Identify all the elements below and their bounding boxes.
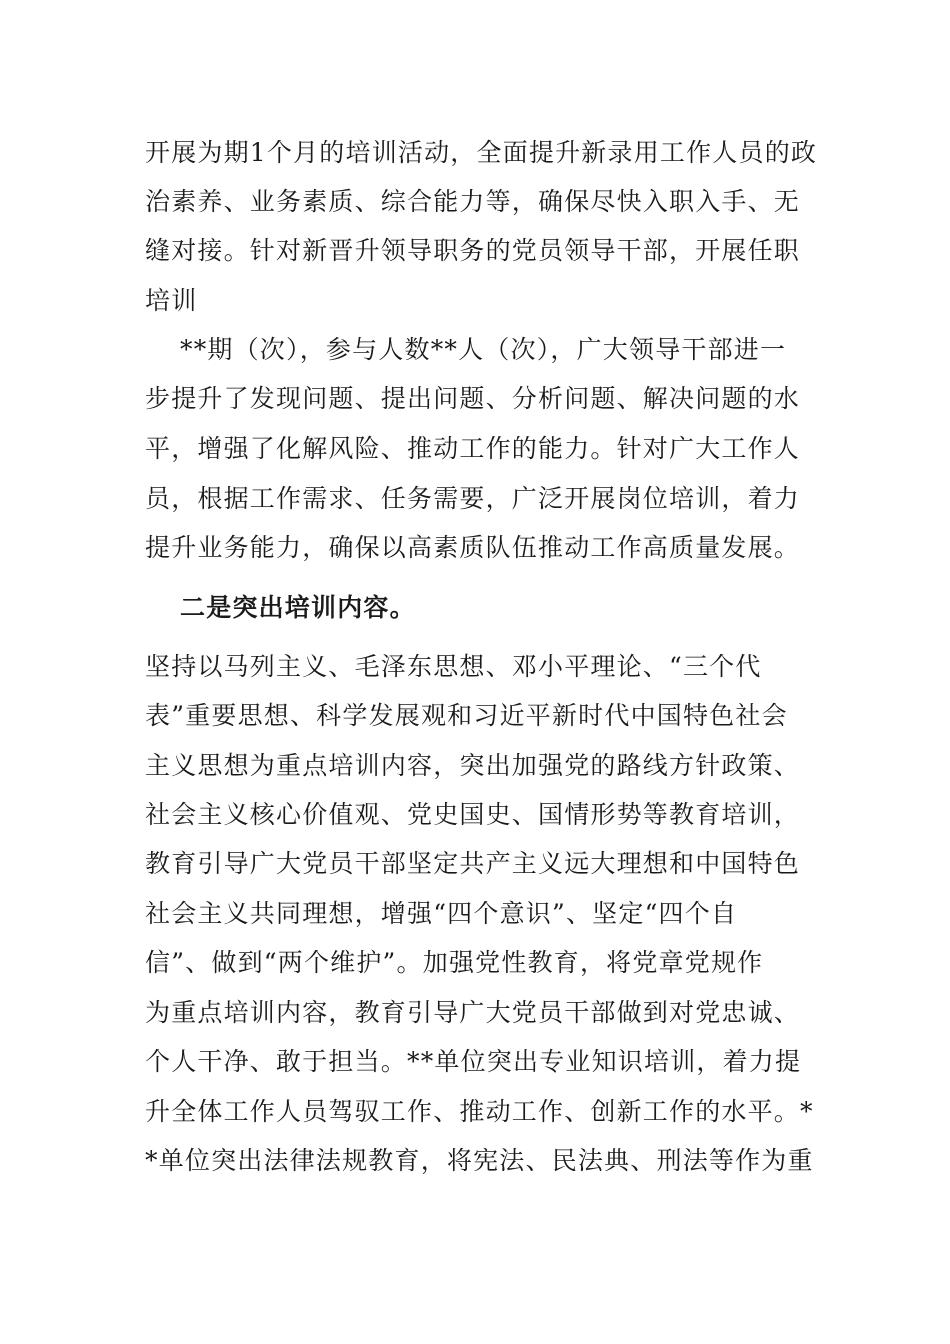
text-line-4: 培训 — [145, 286, 198, 315]
text-line-19: 个人干净、敢于担当。**单位突出专业知识培训，着力提 — [145, 1047, 802, 1076]
text-line-14: 社会主义核心价值观、党史国史、国情形势等教育培训， — [145, 800, 801, 829]
text-line-21: *单位突出法律法规教育，将宪法、民法典、刑法等作为重 — [145, 1146, 814, 1175]
text-line-12: 表”重要思想、科学发展观和习近平新时代中国特色社会 — [145, 701, 788, 730]
section-heading: 二是突出培训内容。 — [180, 593, 416, 622]
text-line-8: 员，根据工作需求、任务需要，广泛开展岗位培训，着力 — [145, 484, 801, 513]
text-line-5: **期（次），参与人数**人（次），广大领导干部进一 — [180, 335, 787, 364]
text-line-18: 为重点培训内容，教育引导广大党员干部做到对党忠诚、 — [145, 998, 801, 1027]
text-line-1: 开展为期1个月的培训活动，全面提升新录用工作人员的政 — [145, 138, 818, 167]
text-line-11: 坚持以马列主义、毛泽东思想、邓小平理论、“三个代 — [145, 652, 762, 681]
text-line-9: 提升业务能力，确保以高素质队伍推动工作高质量发展。 — [145, 533, 801, 562]
text-line-6: 步提升了发现问题、提出问题、分析问题、解决问题的水 — [145, 384, 801, 413]
text-line-3: 缝对接。针对新晋升领导职务的党员领导干部，开展任职 — [145, 236, 801, 265]
text-line-17: 信”、做到“两个维护”。加强党性教育，将党章党规作 — [145, 948, 764, 977]
text-line-20: 升全体工作人员驾驭工作、推动工作、创新工作的水平。* — [145, 1097, 814, 1126]
text-line-15: 教育引导广大党员干部坚定共产主义远大理想和中国特色 — [145, 849, 801, 878]
text-line-16: 社会主义共同理想，增强“四个意识”、坚定“四个自 — [145, 899, 738, 928]
text-line-13: 主义思想为重点培训内容，突出加强党的路线方针政策、 — [145, 751, 801, 780]
text-line-2: 治素养、业务素质、综合能力等，确保尽快入职入手、无 — [145, 187, 801, 216]
text-line-7: 平，增强了化解风险、推动工作的能力。针对广大工作人 — [145, 434, 801, 463]
